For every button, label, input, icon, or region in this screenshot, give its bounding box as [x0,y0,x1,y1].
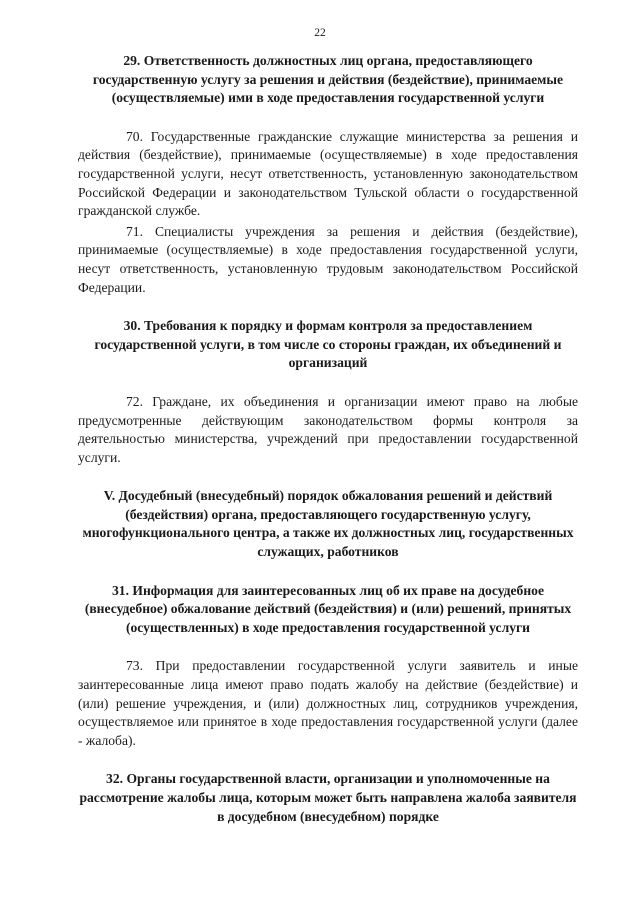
paragraph-73: 73. При предоставлении государственной услуги заявитель и иные заинтересованные лица имеют право подать жалобу на действие (бездействие) и (или) решение учреждения, и (или) должностных лиц, сотрудников учреждения, осуществляемое или принятое в ходе предоставления государственной услуги (далее - жалоба). [78,658,578,748]
chapter-v-heading: V. Досудебный (внесудебный) порядок обжалования решений и действий (бездействия) органа, предоставляющего государственную услугу, многофункционального центра, а также их должностных лиц, государственных служащих, работников [82,488,574,560]
document-body [78,52,578,826]
section-29-heading: 29. Ответственность должностных лиц органа, предоставляющего государственную услугу за решения и действия (бездействие), принимаемые (осуществляемые) ими в ходе предоставления государственной услуги [92,53,564,106]
page-number: 22 [314,27,326,39]
section-30-heading: 30. Требования к порядку и формам контроля за предоставлением государственной услуги, в том числе со стороны граждан, их объединений и организаций [94,318,562,371]
paragraph-72: 72. Граждане, их объединения и организации имеют право на любые предусмотренные действующим законодательством формы контроля за деятельностью министерства, учреждений при предоставлении государственной услуги. [78,393,578,465]
paragraph-70: 70. Государственные гражданские служащие министерства за решения и действия (бездействие), принимаемые (осуществляемые) в ходе предоставления государственной услуги, несут ответственность, установленную законодательством Российской Федерации и законодательством Тульской области о государственной гражданской службе. [78,128,578,219]
section-31-heading: 31. Информация для заинтересованных лиц об их праве на досудебное (внесудебное) обжалование действий (бездействия) и (или) решений, принятых (осуществленных) в ходе предоставления государственной услуги [84,582,572,635]
paragraph-71: 71. Специалисты учреждения за решения и действия (бездействие), принимаемые (осуществляемые) в ходе предоставления государственной услуги, несут ответственность, установленную трудовым законодательством Российской Федерации. [78,223,578,295]
section-32-heading: 32. Органы государственной власти, организации и уполномоченные на рассмотрение жалобы лица, которым может быть направлена жалоба заявителя в досудебном (внесудебном) порядке [79,771,577,824]
